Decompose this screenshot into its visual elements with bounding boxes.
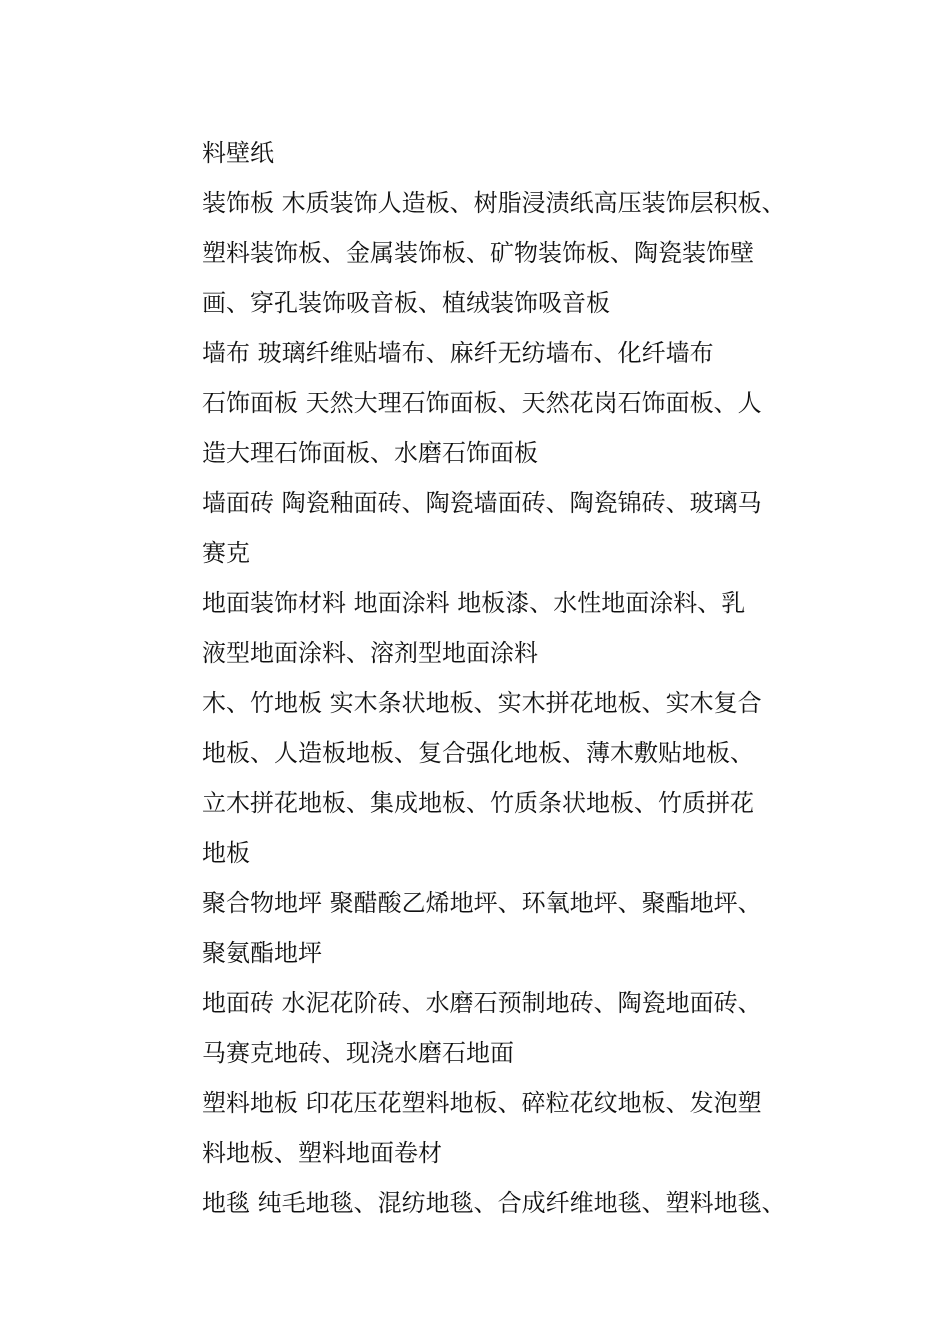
body-text bbox=[202, 128, 832, 1228]
text-line: 料地板、塑料地面卷材 bbox=[202, 1139, 442, 1167]
text-line: 地板 bbox=[202, 839, 250, 867]
text-line: 墙布 玻璃纤维贴墙布、麻纤无纺墙布、化纤墙布 bbox=[202, 339, 714, 367]
text-line: 造大理石饰面板、水磨石饰面板 bbox=[202, 439, 538, 467]
text-line: 石饰面板 天然大理石饰面板、天然花岗石饰面板、人 bbox=[202, 389, 762, 417]
text-line: 地毯 纯毛地毯、混纺地毯、合成纤维地毯、塑料地毯、 bbox=[202, 1189, 786, 1217]
text-line: 聚氨酯地坪 bbox=[202, 939, 322, 967]
text-line: 料壁纸 bbox=[202, 139, 274, 167]
text-line: 画、穿孔装饰吸音板、植绒装饰吸音板 bbox=[202, 289, 610, 317]
text-line: 液型地面涂料、溶剂型地面涂料 bbox=[202, 639, 538, 667]
text-line: 聚合物地坪 聚醋酸乙烯地坪、环氧地坪、聚酯地坪、 bbox=[202, 889, 762, 917]
text-line: 马赛克地砖、现浇水磨石地面 bbox=[202, 1039, 514, 1067]
text-line: 地板、人造板地板、复合强化地板、薄木敷贴地板、 bbox=[202, 739, 754, 767]
text-line: 塑料地板 印花压花塑料地板、碎粒花纹地板、发泡塑 bbox=[202, 1089, 762, 1117]
text-line: 立木拼花地板、集成地板、竹质条状地板、竹质拼花 bbox=[202, 789, 754, 817]
text-line: 地面砖 水泥花阶砖、水磨石预制地砖、陶瓷地面砖、 bbox=[202, 989, 762, 1017]
text-line: 墙面砖 陶瓷釉面砖、陶瓷墙面砖、陶瓷锦砖、玻璃马 bbox=[202, 489, 762, 517]
text-line: 地面装饰材料 地面涂料 地板漆、水性地面涂料、乳 bbox=[202, 589, 746, 617]
text-line: 木、竹地板 实木条状地板、实木拼花地板、实木复合 bbox=[202, 689, 762, 717]
text-line: 赛克 bbox=[202, 539, 250, 567]
text-line: 装饰板 木质装饰人造板、树脂浸渍纸高压装饰层积板、 bbox=[202, 189, 786, 217]
text-line: 塑料装饰板、金属装饰板、矿物装饰板、陶瓷装饰壁 bbox=[202, 239, 754, 267]
